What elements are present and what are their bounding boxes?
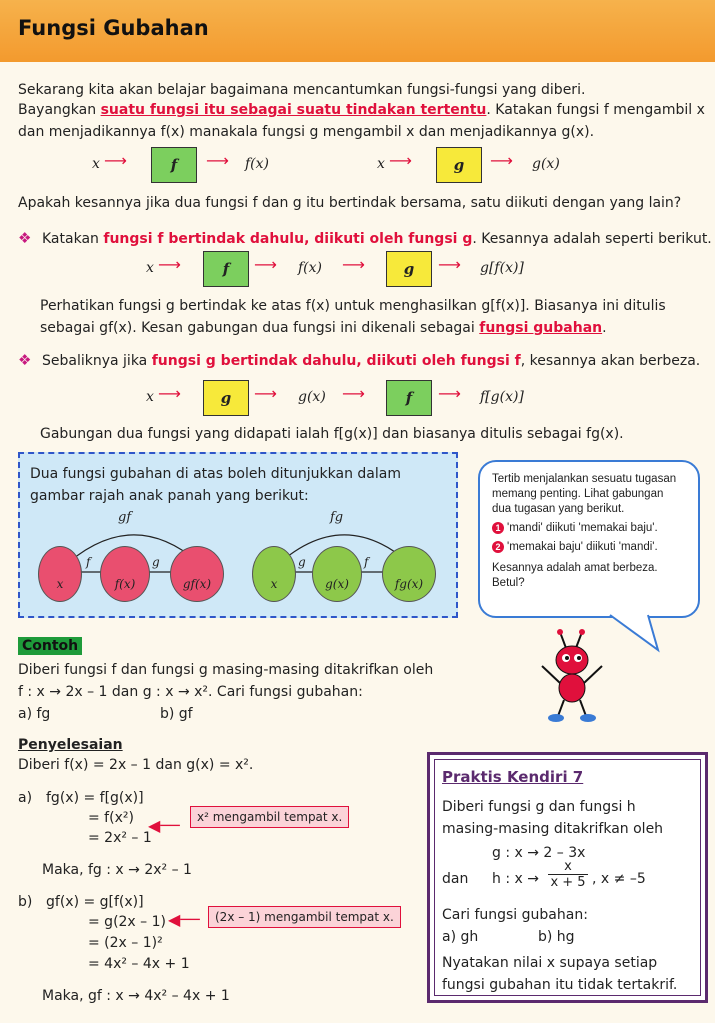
diamond-bullet-icon: ❖ [18, 229, 32, 247]
bubble-line: memang penting. Lihat gabungan [492, 488, 664, 500]
praktis-line-2: masing-masing ditakrifkan oleh [442, 821, 664, 837]
fraction-denominator: x + 5 [550, 875, 586, 890]
label-gf: gf [118, 510, 132, 525]
label-g: g [298, 555, 306, 569]
diagram-caption-2: gambar rajah anak panah yang berikut: [30, 488, 309, 504]
praktis-condition: , x ≠ –5 [592, 871, 646, 887]
ant-mascot-icon [532, 628, 612, 724]
bubble-item-2 [492, 540, 686, 555]
fraction-numerator: x [548, 859, 588, 875]
bubble-line: Tertib menjalankan sesuatu tugasan [492, 473, 677, 485]
arrow-icon: ⟶ [490, 151, 513, 170]
praktis-nyatakan-2: fungsi gubahan itu tidak tertakrif. [442, 977, 678, 993]
arrow-left-icon: ◀── [168, 910, 200, 929]
penyelesaian-title: Penyelesaian [18, 737, 123, 753]
function-box-f: f [151, 147, 197, 183]
case1-heading [42, 229, 712, 249]
arrow-left-icon: ◀── [148, 816, 180, 835]
case1-bold: fungsi f bertindak dahulu, diikuti oleh fungsi g [103, 231, 473, 247]
bubble-item-text: 'mandi' diikuti 'memakai baju'. [507, 522, 658, 534]
arrow-icon: ⟶ [158, 384, 181, 403]
intro-highlight: suatu fungsi itu sebagai suatu tindakan tertentu [100, 102, 487, 118]
penyelesaian-given: Diberi f(x) = 2x – 1 dan g(x) = x². [18, 757, 254, 773]
contoh-part-a: a) fg [18, 706, 51, 722]
case2-note: Gabungan dua fungsi yang didapati ialah f[g(x)] dan biasanya ditulis sebagai fg(x). [40, 426, 624, 442]
chain-fx: f(x) [245, 156, 270, 172]
contoh-label: Contoh [18, 637, 82, 655]
bubble-line: dua tugasan yang berikut. [492, 503, 625, 515]
bubble-item-1 [492, 521, 686, 536]
arrow-icon: ⟶ [254, 255, 277, 274]
praktis-part-b: b) hg [538, 929, 575, 945]
label-g: g [152, 555, 160, 569]
oval-gx: g(x) [312, 546, 362, 602]
contoh-line-2: f : x → 2x – 1 dan g : x → x². Cari fungsi gubahan: [18, 684, 363, 700]
function-box-f: f [203, 251, 249, 287]
label-f: f [86, 555, 91, 569]
intro-line-1: Sekarang kita akan belajar bagaimana mencantumkan fungsi-fungsi yang diberi. [18, 82, 586, 98]
bubble-line: Betul? [492, 577, 525, 589]
function-box-g: g [386, 251, 432, 287]
arrow-diagram-panel [18, 452, 458, 618]
chain-fx: f(x) [298, 260, 323, 276]
solution-b-step-4: = 4x² – 4x + 1 [88, 956, 190, 972]
praktis-part-a: a) gh [442, 929, 479, 945]
bubble-line: Kesannya adalah amat berbeza. [492, 562, 658, 574]
arrow-icon: ⟶ [254, 384, 277, 403]
case2-text: , kesannya akan berbeza. [520, 353, 701, 369]
chain-x: x [146, 260, 154, 276]
chain-gfx: g[f(x)] [480, 260, 524, 276]
diagram-caption-1: Dua fungsi gubahan di atas boleh ditunjukkan dalam [30, 466, 401, 482]
number-badge-icon: 1 [492, 522, 504, 534]
chain-gx: g(x) [532, 156, 560, 172]
arrow-icon: ⟶ [438, 255, 461, 274]
function-box-g: g [436, 147, 482, 183]
label-fg: fg [330, 510, 344, 525]
case1-note-1: Perhatikan fungsi g bertindak ke atas f(x) untuk menghasilkan g[f(x)]. Biasanya ini ditulis [40, 298, 666, 314]
solution-b-step-1: gf(x) = g[f(x)] [46, 894, 144, 910]
chain-x: x [377, 156, 385, 172]
chain-fgx: f[g(x)] [480, 389, 524, 405]
oval-fgx: fg(x) [382, 546, 436, 602]
case2-text: Sebaliknya jika [42, 353, 152, 369]
bubble-item-text: 'memakai baju' diikuti 'mandi'. [507, 541, 658, 553]
case1-text: Katakan [42, 231, 104, 247]
praktis-nyatakan-1: Nyatakan nilai x supaya setiap [442, 955, 658, 971]
note-b: (2x – 1) mengambil tempat x. [208, 906, 401, 928]
solution-a-step-1: fg(x) = f[g(x)] [46, 790, 144, 806]
intro-text: . Katakan fungsi f mengambil x [486, 102, 705, 118]
arrow-icon: ⟶ [342, 255, 365, 274]
case1-note-2 [40, 318, 607, 338]
page-title: Fungsi Gubahan [18, 16, 209, 40]
intro-line-3: dan menjadikannya f(x) manakala fungsi g mengambil x dan menjadikannya g(x). [18, 124, 595, 140]
praktis-dan: dan [442, 871, 469, 887]
maka-b: Maka, gf : x → 4x² – 4x + 1 [42, 988, 230, 1004]
praktis-line-1: Diberi fungsi g dan fungsi h [442, 799, 636, 815]
chain-x: x [146, 389, 154, 405]
fungsi-gubahan-term: fungsi gubahan [479, 320, 603, 336]
case1-note-text: sebagai gf(x). Kesan gabungan dua fungsi ini dikenali sebagai [40, 320, 480, 336]
oval-fx: f(x) [100, 546, 150, 602]
function-box-g: g [203, 380, 249, 416]
header-banner [0, 0, 715, 62]
contoh-line-1: Diberi fungsi f dan fungsi g masing-masing ditakrifkan oleh [18, 662, 434, 678]
contoh-part-b: b) gf [160, 706, 193, 722]
arrow-icon: ⟶ [389, 151, 412, 170]
case2-bold: fungsi g bertindak dahulu, diikuti oleh fungsi f [151, 353, 521, 369]
praktis-g-def: g : x → 2 – 3x [492, 845, 586, 861]
intro-text: Bayangkan [18, 102, 101, 118]
domain-oval-x: x [252, 546, 296, 602]
arrow-icon: ⟶ [438, 384, 461, 403]
solution-b-step-3: = (2x – 1)² [88, 935, 163, 951]
label-f: f [364, 555, 369, 569]
arrow-icon: ⟶ [158, 255, 181, 274]
case1-text: . Kesannya adalah seperti berikut. [472, 231, 712, 247]
solution-a-step-3: = 2x² – 1 [88, 830, 152, 846]
function-box-f: f [386, 380, 432, 416]
case2-heading [42, 351, 700, 371]
part-a-label: a) [18, 790, 33, 806]
praktis-cari: Cari fungsi gubahan: [442, 907, 588, 923]
speech-bubble [478, 460, 700, 618]
domain-oval-x: x [38, 546, 82, 602]
chain-x: x [92, 156, 100, 172]
maka-a: Maka, fg : x → 2x² – 1 [42, 862, 192, 878]
praktis-h-def: h : x → [492, 871, 539, 887]
diamond-bullet-icon: ❖ [18, 351, 32, 369]
praktis-title: Praktis Kendiri 7 [442, 768, 584, 786]
number-badge-icon: 2 [492, 541, 504, 553]
note-a: x² mengambil tempat x. [190, 806, 349, 828]
question-text: Apakah kesannya jika dua fungsi f dan g itu bertindak bersama, satu diikuti dengan yang lain? [18, 195, 682, 211]
solution-a-step-2: = f(x²) [88, 810, 134, 826]
solution-b-step-2: = g(2x – 1) [88, 914, 166, 930]
oval-gfx: gf(x) [170, 546, 224, 602]
praktis-kendiri-box [427, 752, 708, 1003]
arrow-icon: ⟶ [342, 384, 365, 403]
arrow-icon: ⟶ [104, 151, 127, 170]
part-b-label: b) [18, 894, 33, 910]
arrow-icon: ⟶ [206, 151, 229, 170]
intro-line-2 [18, 100, 705, 120]
case1-note-text: . [602, 320, 607, 336]
praktis-fraction [548, 859, 588, 890]
chain-gx: g(x) [298, 389, 326, 405]
